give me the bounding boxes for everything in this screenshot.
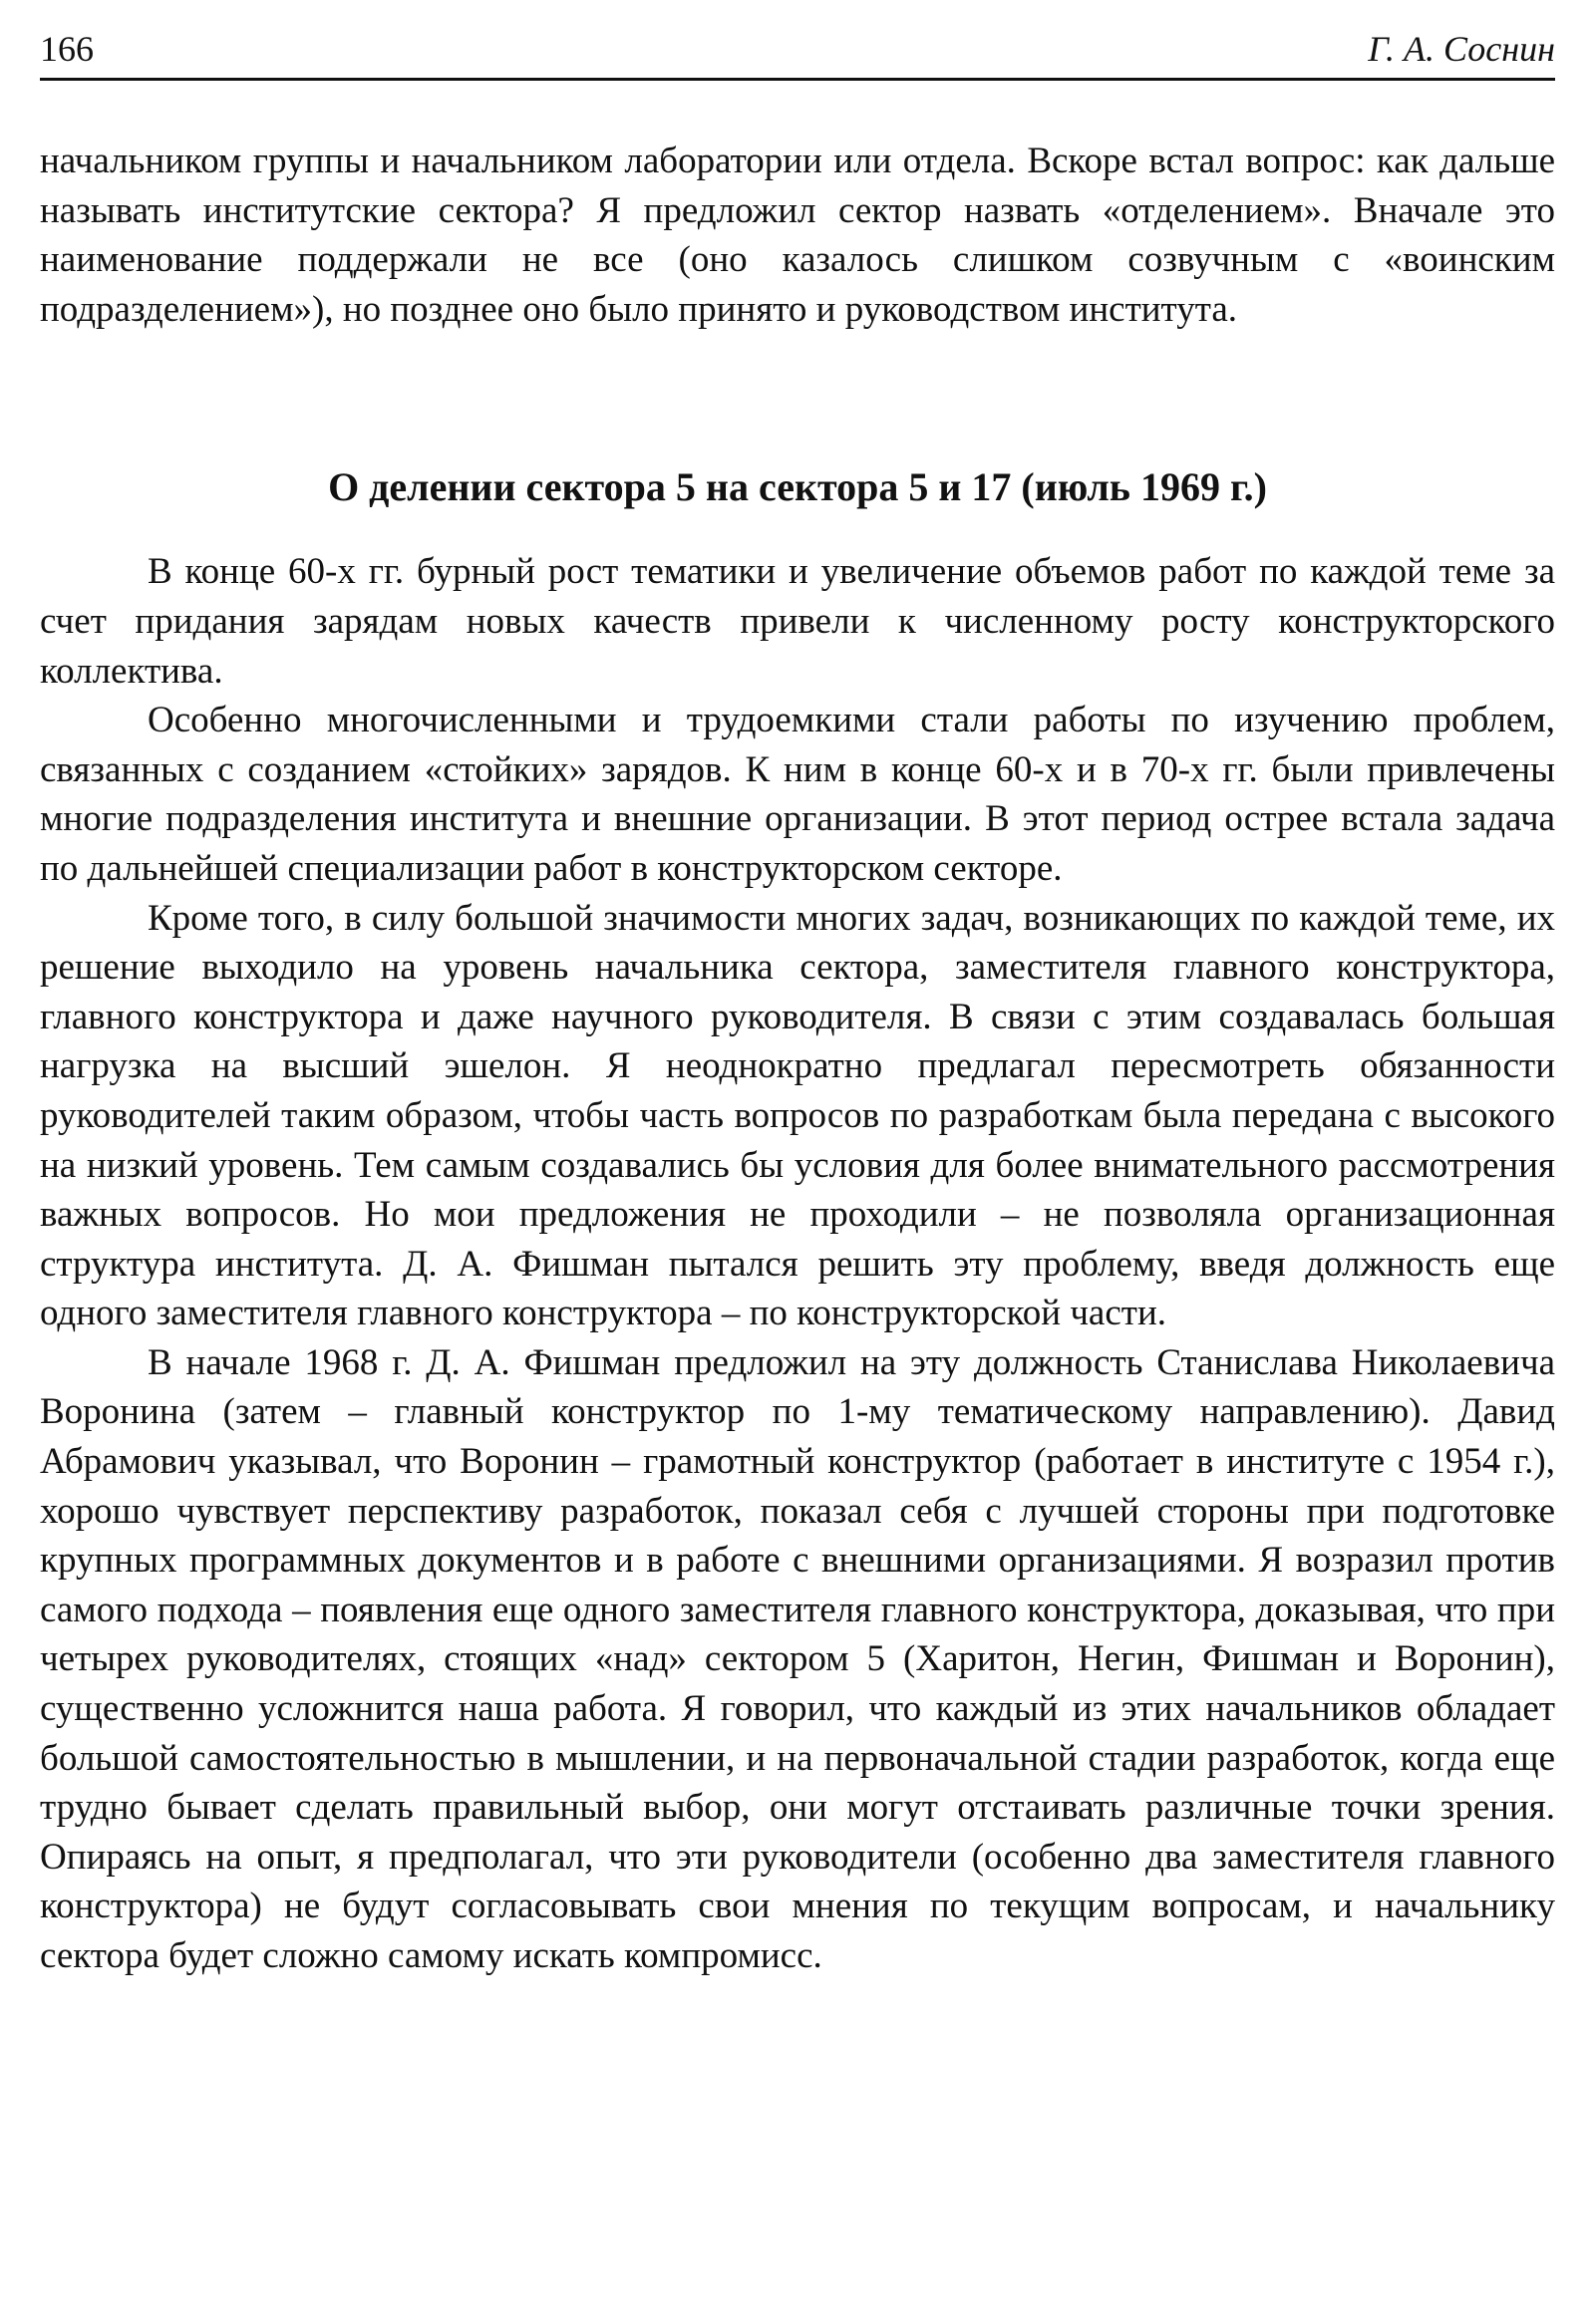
section-title: О делении сектора 5 на сектора 5 и 17 (июль 1969 г.): [328, 464, 1267, 510]
paragraph-1: В конце 60-х гг. бурный рост тематики и увеличение объемов работ по каждой теме за счет придания зарядам новых качеств привели к численному росту конструкторского коллектива.: [40, 551, 1555, 692]
book-page: [40, 0, 1555, 1981]
running-author: Г. А. Соснин: [1368, 29, 1555, 69]
paragraph-2: Особенно многочисленными и трудоемкими стали работы по изучению проблем, связанных с созданием «стойких» зарядов. К ним в конце 60-х и в 70-х гг. были привлечены многие подразделения института и внешние организации. В этот период острее встала задача по дальнейшей специализации работ в конструкторском секторе.: [40, 700, 1555, 889]
page-number: 166: [40, 29, 94, 69]
running-header: [40, 0, 1555, 81]
paragraph-3: Кроме того, в силу большой значимости многих задач, возникающих по каждой теме, их решение выходило на уровень начальника сектора, заместителя главного конструктора, главного конструктора и даже научного руководителя. В связи с этим создавалась большая нагрузка на высший эшелон. Я неоднократно предлагал пересмотреть обязанности руководителей таким образом, чтобы часть вопросов по разработкам была передана с высокого на низкий уровень. Тем самым создавались бы условия для более внимательного рассмотрения важных вопросов. Но мои предложения не проходили – не позволяла организационная структура института. Д. А. Фишман пытался решить эту проблему, введя должность еще одного заместителя главного конструктора – по конструкторской части.: [40, 897, 1555, 1334]
paragraph-4: В начале 1968 г. Д. А. Фишман предложил на эту должность Станислава Николаевича Воронина (затем – главный конструктор по 1-му тематическому направлению). Давид Абрамович указывал, что Воронин – грамотный конструктор (работает в институте с 1954 г.), хорошо чувствует перспективу разработок, показал себя с лучшей стороны при подготовке крупных программных документов и в работе с внешними организациями. Я возразил против самого подхода – появления еще одного заместителя главного конструктора, доказывая, что при четырех руководителях, стоящих «над» сектором 5 (Харитон, Негин, Фишман и Воронин), существенно усложнится наша работа. Я говорил, что каждый из этих начальников обладает большой самостоятельностью в мышлении, и на первоначальной стадии разработок, когда еще трудно бывает сделать правильный выбор, они могут отстаивать различные точки зрения. Опираясь на опыт, я предполагал, что эти руководители (особенно два заместителя главного конструктора) не будут согласовывать свои мнения по текущим вопросам, и начальнику сектора будет сложно самому искать компромисс.: [40, 1341, 1555, 1976]
continued-paragraph: начальником группы и начальником лаборатории или отдела. Вскоре встал вопрос: как дальше называть институтские сектора? Я предложил сектор назвать «отделением». Вначале это наименование поддержали не все (оно казалось слишком созвучным с «воинским подразделением»), но позднее оно было принято и руководством института.: [40, 141, 1555, 330]
